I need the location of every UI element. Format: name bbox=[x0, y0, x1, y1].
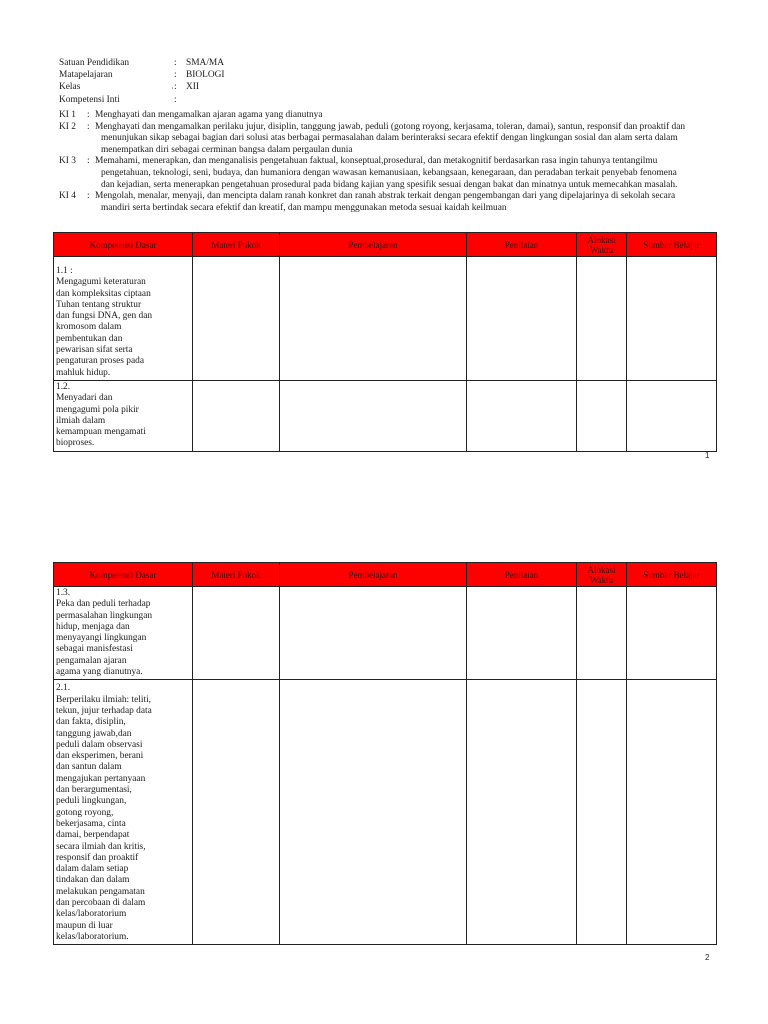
kd-line: bekerjasama, cinta bbox=[56, 818, 126, 829]
kd-line: damai, berpendapat bbox=[56, 830, 130, 841]
kd-line: mahluk hidup. bbox=[56, 367, 111, 378]
header-pembelajaran: Pembelajaran bbox=[280, 233, 467, 257]
ki-code: KI 2 bbox=[59, 121, 76, 132]
kd-line: peduli lingkungan, bbox=[56, 796, 127, 807]
penilaian-cell bbox=[467, 680, 577, 945]
kd-line: agama yang dianutnya. bbox=[56, 667, 143, 678]
penilaian-cell bbox=[467, 257, 577, 381]
table-header-row bbox=[54, 563, 717, 587]
kd-line: peduli dalam observasi bbox=[56, 739, 143, 750]
kd-line: Peka dan peduli terhadap bbox=[56, 599, 151, 610]
ki-item bbox=[59, 110, 719, 122]
kd-number: 1.2. bbox=[56, 381, 71, 392]
header-sumber-belajar: Sumber Belajar bbox=[627, 233, 717, 257]
kd-number: 2.1. bbox=[56, 683, 71, 694]
kd-line: hidup, menjaga dan bbox=[56, 621, 130, 632]
sumber-cell bbox=[627, 380, 717, 451]
kd-line: responsif dan proaktif bbox=[56, 852, 139, 863]
ki-line: menempatkan diri sebagai cerminan bangsa dalam pergaulan dunia bbox=[101, 144, 353, 155]
colon: : bbox=[87, 191, 90, 202]
header-alokasi-waktu bbox=[577, 233, 627, 257]
kd-line: pewarisan sifat serta bbox=[56, 345, 133, 356]
header-materi-pokok: Materi Pokok bbox=[193, 233, 280, 257]
ki-text bbox=[95, 156, 719, 191]
ki-line: mandiri serta bertindak secara efektif dan kreatif, dan mampu menggunakan metoda sesuai kaidah keilmuan bbox=[101, 202, 507, 213]
kd-cell bbox=[54, 257, 193, 381]
table-row bbox=[54, 587, 717, 680]
ki-line: Menghayati dan mengamalkan ajaran agama yang dianutnya bbox=[95, 110, 323, 120]
mapel-row bbox=[59, 69, 225, 81]
silabus-table-page-1 bbox=[53, 232, 717, 452]
kd-text bbox=[56, 599, 162, 678]
pembelajaran-cell bbox=[280, 680, 467, 945]
kd-line: pengaturan proses pada bbox=[56, 356, 144, 367]
ki-item bbox=[59, 122, 719, 157]
kd-cell bbox=[54, 680, 193, 945]
ki-item bbox=[59, 191, 719, 214]
colon: : bbox=[87, 121, 90, 132]
waktu-line: Waktu bbox=[589, 244, 614, 255]
ki-line: Menghayati dan mengamalkan perilaku jujur, disiplin, tanggung jawab, peduli (gotong royong, kerjasama, toleran, damai), santun, responsif dan proaktif dan bbox=[95, 121, 686, 132]
kd-line: melakukan pengamatan bbox=[56, 886, 145, 897]
penilaian-cell bbox=[467, 587, 577, 680]
header-sumber-belajar: Sumber Belajar bbox=[627, 563, 717, 587]
penilaian-cell bbox=[467, 380, 577, 451]
kd-text bbox=[56, 277, 162, 379]
header-kompetensi-dasar: Kompetensi Dasar bbox=[54, 563, 193, 587]
document-header bbox=[59, 57, 225, 106]
alokasi-cell bbox=[577, 680, 627, 945]
kd-line: permasalahan lingkungan bbox=[56, 610, 153, 621]
mapel-value: BIOLOGI bbox=[186, 70, 225, 81]
kd-line: dan berargumentasi, bbox=[56, 785, 132, 796]
kd-line: dalam dalam setiap bbox=[56, 864, 129, 875]
colon: : bbox=[174, 94, 177, 105]
kd-text bbox=[56, 695, 162, 944]
materi-cell bbox=[193, 680, 280, 945]
table-header-row bbox=[54, 233, 717, 257]
alokasi-line: Alokasi bbox=[587, 234, 616, 245]
satuan-label: Satuan Pendidikan bbox=[59, 58, 130, 68]
colon: : bbox=[174, 58, 177, 68]
sumber-cell bbox=[627, 587, 717, 680]
kelas-value: XII bbox=[186, 82, 200, 93]
page-number: 2 bbox=[705, 953, 710, 962]
header-alokasi-waktu bbox=[577, 563, 627, 587]
kd-line: Mengagumi keteraturan bbox=[56, 277, 146, 288]
kd-line: pengamalan ajaran bbox=[56, 655, 127, 666]
kd-line: tanggung jawab,dan bbox=[56, 728, 132, 739]
alokasi-line: Alokasi bbox=[587, 564, 616, 575]
page-number: 1 bbox=[705, 451, 710, 460]
kd-line: kelas/laboratorium bbox=[56, 909, 127, 920]
kelas-label: Kelas bbox=[59, 82, 81, 93]
colon: : bbox=[174, 70, 177, 81]
kd-line: gotong royong, bbox=[56, 807, 114, 818]
header-kompetensi-dasar: Kompetensi Dasar bbox=[54, 233, 193, 257]
ki-text bbox=[95, 191, 719, 214]
ki-label: Kompetensi Inti bbox=[59, 94, 120, 105]
ki-line: Mengolah, menalar, menyaji, dan mencipta dalam ranah konkret dan ranah abstrak terkait dengan pengembangan dari yang dipelajarinya di sekolah secara bbox=[95, 191, 676, 202]
colon: : bbox=[87, 156, 90, 167]
kd-number: 1.3. bbox=[56, 588, 71, 598]
ki-label-row bbox=[59, 94, 225, 106]
header-penilaian: Penilaian bbox=[467, 233, 577, 257]
kompetensi-inti-list bbox=[59, 110, 719, 214]
kd-line: dan santun dalam bbox=[56, 762, 122, 773]
kd-number: 1.1 : bbox=[56, 266, 73, 276]
satuan-value: SMA/MA bbox=[186, 58, 225, 68]
kd-line: kelas/laboratorium. bbox=[56, 931, 129, 942]
header-pembelajaran: Pembelajaran bbox=[280, 563, 467, 587]
alokasi-cell bbox=[577, 380, 627, 451]
pembelajaran-cell bbox=[280, 257, 467, 381]
kd-text bbox=[56, 393, 162, 449]
kd-line: Menyadari dan bbox=[56, 393, 113, 404]
ki-item bbox=[59, 156, 719, 191]
header-penilaian: Penilaian bbox=[467, 563, 577, 587]
sumber-cell bbox=[627, 680, 717, 945]
colon: : bbox=[174, 82, 177, 93]
kd-line: dan fungsi DNA, gen dan bbox=[56, 311, 153, 322]
kd-line: menyayangi lingkungan bbox=[56, 633, 147, 644]
alokasi-cell bbox=[577, 587, 627, 680]
kd-line: kemampuan mengamati bbox=[56, 427, 146, 438]
kd-line: tekun, jujur terhadap data bbox=[56, 705, 152, 716]
pembelajaran-cell bbox=[280, 587, 467, 680]
materi-cell bbox=[193, 380, 280, 451]
kd-line: mengagumi pola pikir bbox=[56, 404, 139, 415]
alokasi-cell bbox=[577, 257, 627, 381]
colon: : bbox=[87, 110, 90, 120]
pembelajaran-cell bbox=[280, 380, 467, 451]
kd-cell bbox=[54, 380, 193, 451]
ki-line: pengetahuan, teknologi, seni, budaya, dan humaniora dengan wawasan kemanusiaan, kebangsaan, kenegaraan, dan peradaban terkait penyebab fenomena bbox=[101, 167, 677, 178]
header-materi-pokok: Materi Pokok bbox=[193, 563, 280, 587]
kd-line: mengajukan pertanyaan bbox=[56, 773, 146, 784]
stray-dot-mark: · bbox=[171, 84, 174, 93]
kd-line: sebagai manisfestasi bbox=[56, 644, 133, 655]
table-row bbox=[54, 680, 717, 945]
kd-line: ilmiah dalam bbox=[56, 415, 106, 426]
kd-line: dan fakta, disiplin, bbox=[56, 717, 126, 728]
mapel-label: Matapelajaran bbox=[59, 70, 113, 81]
silabus-table-page-2 bbox=[53, 562, 717, 945]
satuan-row bbox=[59, 57, 225, 69]
kd-line: tindakan dan dalam bbox=[56, 875, 130, 886]
kd-line: kromosom dalam bbox=[56, 322, 122, 333]
ki-line: Memahami, menerapkan, dan menganalisis pengetahuan faktual, konseptual,prosedural, dan metakognitif berdasarkan rasa ingin tahunya tentangilmu bbox=[95, 156, 658, 167]
ki-line: dan kejadian, serta menerapkan pengetahuan prosedural pada bidang kajian yang spesifik sesuai dengan bakat dan minatnya untuk memecahkan masalah. bbox=[101, 179, 678, 190]
kd-line: secara ilmiah dan kritis, bbox=[56, 841, 146, 852]
ki-text bbox=[95, 110, 719, 122]
kd-line: dan percobaan di dalam bbox=[56, 898, 146, 909]
sumber-cell bbox=[627, 257, 717, 381]
kd-line: bioproses. bbox=[56, 438, 95, 449]
table-row bbox=[54, 380, 717, 451]
ki-line: menunjukan sikap sebagai bagian dari solusi atas berbagai permasalahan dalam berinteraksi secara efektif dengan lingkungan sosial dan alam serta dalam bbox=[101, 133, 678, 144]
materi-cell bbox=[193, 587, 280, 680]
table-row bbox=[54, 257, 717, 381]
kd-line: Tuhan tentang struktur bbox=[56, 299, 142, 310]
kd-line: maupun di luar bbox=[56, 920, 113, 931]
materi-cell bbox=[193, 257, 280, 381]
ki-code: KI 4 bbox=[59, 191, 76, 202]
kelas-row bbox=[59, 81, 225, 93]
ki-code: KI 1 bbox=[59, 110, 76, 120]
kd-line: dan eksperimen, berani bbox=[56, 751, 144, 762]
waktu-line: Waktu bbox=[589, 574, 614, 585]
ki-code: KI 3 bbox=[59, 156, 76, 167]
ki-text bbox=[95, 122, 719, 157]
kd-cell bbox=[54, 587, 193, 680]
kd-line: dan kompleksitas ciptaan bbox=[56, 288, 151, 299]
kd-line: Berperilaku ilmiah: teliti, bbox=[56, 694, 152, 705]
kd-line: pembentukan dan bbox=[56, 333, 123, 344]
